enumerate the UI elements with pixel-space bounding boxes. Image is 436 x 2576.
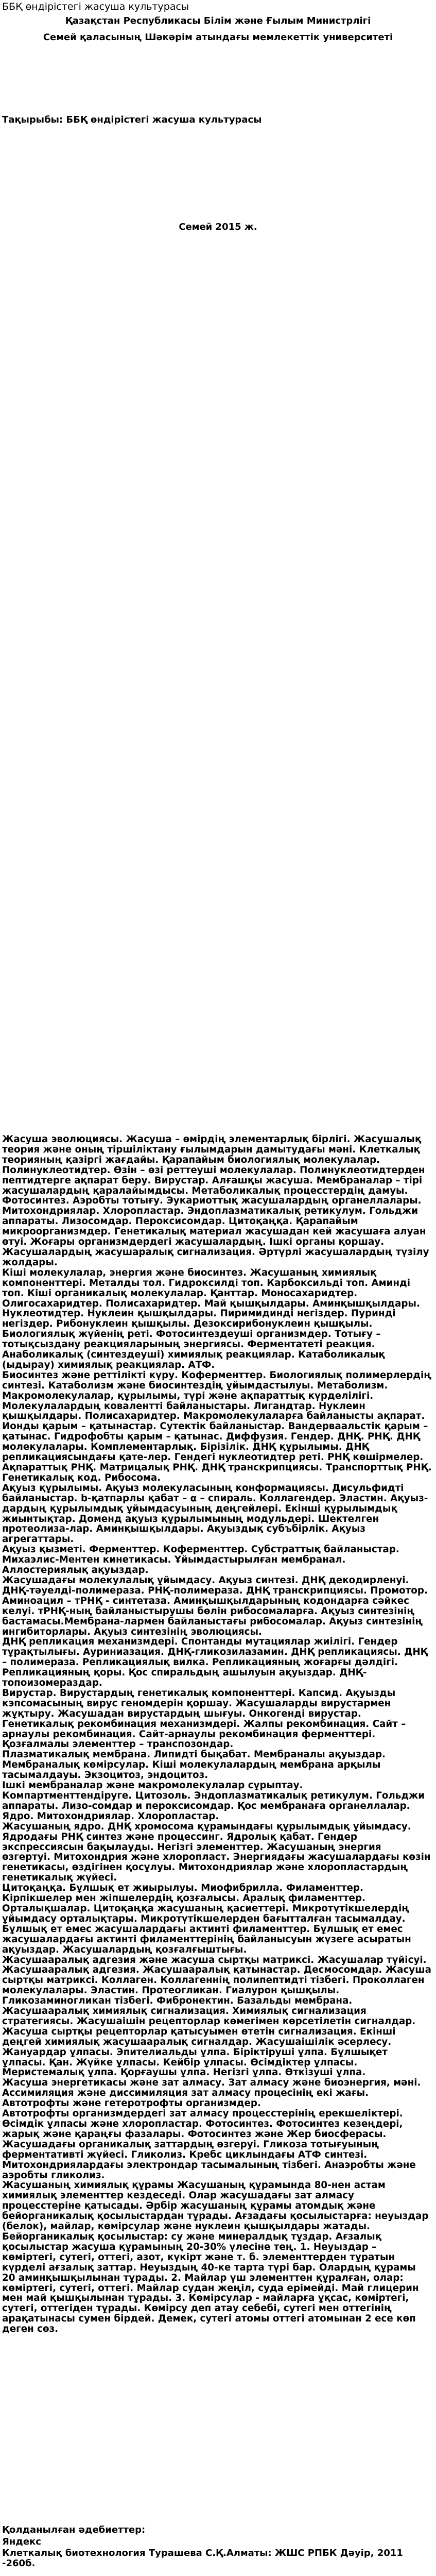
paragraph: Жануардар ұлпасы. Эпителиальды ұлпа. Біріктіруші ұлпа. Бұлшықет ұлпасы. Қан. Жүйке ұлпасы. Кейбір ұлпасы. Өсімдіктер ұлпасы. Меристемалық ұлпа. Қорғаушы ұлпа. Негізгі ұлпа. Өткізуші ұлпа. <box>2 2046 388 2078</box>
reference-item: Клеткалық биотехнология Турашева С.Қ.Алматы: ЖШС РПБК Дәуір, 2011 -260б. <box>2 2548 403 2569</box>
paragraph: Ішкі мембраналар және макромолекулалар сұрыптау. Компартменттендіруге. Цитозоль. Эндоплазматикалық ретикулум. Гольджи аппараты. Лизо-сомдар и пероксисомдар. Қос мембранаға органеллалар. Ядро. Митохондриялар. Хлоропластар. <box>2 1780 425 1822</box>
university-heading: Семей қаласының Шәкәрім атындағы мемлекеттік университеті <box>43 32 393 43</box>
paragraph: Ақуыз құрылымы. Ақуыз молекуласының конформациясы. Дисульфидті байланыстар. b-қатпарлы қабат – α – спираль. Коллагендер. Эластин. Ақуыз-дардың құрылымдық ұйымдасуының деңгейлері. Екіншi құрылымдық жиынтықтар. Доменд ақуыз құрылымының модульдері. Шектелген протеолиза-лар. Аминқышқылдары. Ақуыздық субъбірлік. Ақуыз агрегаттары. <box>2 1482 428 1545</box>
paragraph: Жасуша энергетикасы және зат алмасу. Зат алмасу және биоэнергия, мәні. Ассимиляция және диссимиляция зат алмасу процесінің екі жағы. Автотрофты және гетеротрофты организмдер. <box>2 2077 421 2109</box>
paragraph: Кіші молекулалар, энергия және биосинтез. Жасушаның химиялық компоненттері. Металды тол. Гидрокcилді топ. Карбоксильді топ. Аминді топ. Кіші органикалық молекулалар. Қанттар. Моносахаридтер. Олигосахаридтер. Полисахаридтер. Май қышқылдары. Аминқышқылдары. Нуклеотидтер. Нуклеин қышқылдары. Пиримидинді негіздер. Пуринді негіздер. Рибонуклеин қышқылы. Дезоксирибонуклеин қышқылы. Биологиялық жүйенің реті. Фотосинтездеуші организмдер. Тотығу – тотықсыздану реакцияларының энергиясы. Ферментатеті реакция. Анаболикалық (синтездеуші) химиялық реакциялар. Катаболикалық (ыдырау) химиялық реакциялар. АТФ. <box>2 1267 420 1370</box>
paragraph: Жасушаның ядро. ДНҚ хромосома құрамындағы құрылымдық ұйымдасу. Ядродағы РНҚ синтез және процессинг. Ядролық қабат. Гендер экспрессиясын бақылауды. Негізгі элементтер. Жасушаның энергия өзгертуі. Митохондрия және хлоропласт. Энергиядағы жасушалардағы көзін генетикасы, өздігінен қосұлуы. Митохондриялар және хлоропластардың генетикалық жүйесі. <box>2 1821 431 1884</box>
paragraph: Жасушааралық адгезия және жасуша сыртқы матриксі. Жасушалар түйісуі. Жасушааралық адгезия. Жасушааралық қатынастар. Десмосомдар. Жасуша сыртқы матриксі. Коллаген. Коллагеннің полипептидті тізбегі. Проколлаген молекулалары. Эластин. Протеогликан. Гиалурон қышқылы. Гликозаминогликан тізбегі. Фибронектин. Базальды мембрана. <box>2 1954 431 2007</box>
document-title: ББҚ өндірістегі жасуша культурасы <box>2 1 189 12</box>
paragraph: Автотрофты организмдердегі зат алмасу процесстерінің ерекшеліктері. Өсімдік ұлпасы және хлоропластар. Фотосинтез. Фотосинтез кезеңдері, жарық және қараңғы фазалары. Фотосинтез және Жер биосферасы. <box>2 2108 403 2140</box>
ministry-heading: Қазақстан Республикасы Білім және Ғылым Министрлігі <box>65 15 371 26</box>
topic-line: Тақырыбы: ББҚ өндірістегі жасуша культурасы <box>2 114 262 125</box>
paragraph: Макромолекулалар, құрылымы, түрі және ақпараттық күрделілігі. Молекулалардың ковалентті байланыстары. Лигандтар. Нуклеин қышқылдары. Полисахаридтер. Макромолекулаларға байланысты ақпарат. Ионды қарым – қатынастар. Сутектік байланыстар. Вандерваальстік қарым – қатынас. Гидрофобты қарым – қатынас. Диффузия. Гендер. ДНҚ. РНҚ. ДНҚ молекулалары. Комплементарлық. Бірізілік. ДНҚ құрылымы. ДНҚ репликацияcындағы қате-лер. Гендегі нуклеотидтер реті. РНҚ көшірмелер. Ақпараттық РНҚ. Матрицалық РНҚ. ДНҚ транскрипциясы. Транспорттық РНҚ. Генетикалық код. Рибосома. <box>2 1390 432 1483</box>
paragraph: Ақуыз қызметі. Ферменттер. Коферменттер. Субстраттық байланыстар. Михаэлис-Ментен кинетикасы. Ұйымдастырылған мембранал. Аллостериялық ақуыздар. <box>2 1544 399 1576</box>
paragraph: Генетикалық рекомбинация механизмдері. Жалпы рекомбинация. Сайт – арнаулы рекомбинация. Сайт-арнаулы рекомбинация ферменттері. Қозғалмалы элементтер – транспозондар. <box>2 1718 406 1750</box>
paragraph: Жасушадағы органикалық заттардың өзгеруі. Гликоза тотығуының ферментативті жүйесі. Гликолиз. Кребс циклындағы АТФ синтезі. Митохондриялардағы электрондар тасымалының тізбегі. Анаэробты және аэробты гликолиз. <box>2 2139 416 2181</box>
paragraph: ДНҚ репликация механизмдері. Спонтанды мутациялар жиілігі. Гендер тұрақтылығы. Ауриниазация. ДНҚ-гликозилазамин. ДНҚ репликациясы. ДНҚ – полимераза. Репликациялық вилка. Репликацияның жоғарғы дәлдігі. Репликацияның қоры. Қос спиральдың ашылуын ақуыздар. ДНҚ-топоизомераздар. <box>2 1636 428 1689</box>
references-title: Қолданылған әдебиеттер: <box>2 2524 146 2535</box>
paragraph: Плазматикалық мембрана. Липидті бықабат. Мембраналы ақуыздар. Мембраналық көмірсулар. Кіші молекулалардың мембрана арқылы тасымалдауы. Экзоцитоз, эндоцитоз. <box>2 1749 386 1781</box>
paragraph: Жасуша эволюциясы. Жасуша – өмірдің элементарлық бірлігі. Жасушалық теория және оның тіршіліктану ғылымдарын дамытудағы мәні. Клеткалық теорияның қазіргі жағдайы. Қарапайым биологиялық молекулалар. Полинуклеотидтер. Өзін – өзі реттеуші молекулалар. Полинуклеотидтерден пептидтерге ақпарат беру. Вирустар. Алғашқы жасуша. Мембраналар – тірі жасушалардың қаралайымдысы. Метаболикалық процесстердің дамуы. Фотосинтез. Аэробты тотығу. Эукариоттық жасушалардың органеллалары. Митохондриялар. Хлоропластар. Эндоплазматикалық ретикулум. Гольджи аппараты. Лизосомдар. Пероксисомдар. Цитоқаңқа. Қарапайым микроорганизмдер. Генетикалық материал жасушадан кей жасушаға алуан өтуі. Жоғары организмдердегі жасушалардың. Ішкі органы қоршау. Жасушалардың жасушаралық сигнализация. Әртүрлі жасушалардың түзілу жолдары. <box>2 1134 429 1268</box>
paragraph: Биосинтез және реттілікті күру. Коферменттер. Биологиялық полимерлердің синтезі. Катаболизм және биосинтездің ұйымдастылуы. Метаболизм. <box>2 1369 432 1391</box>
paragraph: Жасушадағы молекулалық ұйымдасу. Ақуыз синтезі. ДНҚ декодирленуі. ДНҚ-тәуелді-полимераза. РНҚ-полимераза. ДНҚ транскрипциясы. Промотор. Аминоацил – тРНҚ - синтетаза. Аминқышқылдарының кодондарға сәйкес келуі. тРНҚ-ның байланыстырушы бөлін рибосомаларға. Ақуыз синтезінің бастамасы.Мембрана-лармен байланыстағы рибосомалар. Ақуыз синтезінің ингибиторлары. Ақуыз синтезінің эволюциясы. <box>2 1574 428 1637</box>
paragraph: Цитоқаңқа. Бұлшық ет жиырылуы. Миофибрилла. Филаменттер. Кірпікшелер мен жіпшелердің қозғалысы. Аралық филаменттер. Орталықшалар. Цитоқаңқа жасушаның қасиеттері. Микротүтікшелердің ұйымдасу орталықтары. Микротүтікшелерден бағытталған тасымалдау. Бұлшық ет емес жасушалардағы актинті филаменттер. Бұлшық ет емес жасушалардағы актинті филаменттерінің байланысуын жүзеге асыратын ақуыздар. Жасушалардың қозғалғыштығы. <box>2 1883 411 1955</box>
paragraph: Вирустар. Вирустардың генетикалық компоненттері. Капсид. Ақуызды кэпсомасының вирус геномдерін қоршау. Жасушаларды вирустармен жұқтыру. Жасушадан вирустардың шығуы. Онкогенді вирустар. <box>2 1687 396 1719</box>
city-year: Семей 2015 ж. <box>179 222 257 232</box>
paragraph: Жасушаның химиялық құрамы Жасушаның құрамында 80-нен астам химиялық элементтер кездеседі. Олар жасушадағы зат алмасу процесстеріне қатысады. Әрбір жасушаның құрамы атомдық және бейорганикалық қосылыстардан тұрады. Ағзадағы қосылыстарға: неуыздар (белок), майлар, көмірсулар және нуклеин қышқылдары жатады. Бейорганикалық қосылыстар: су және минералдық тұздар. Ағзалық қосылыстар жасуша құрамының 20-30% үлесіне тең. 1. Неуыздар – көміртегі, сутегі, оттегі, азот, күкірт және т. б. элементтерден тұратын күрделі ағзалық заттар. Неуыздың 40-ке тарта түрі бар. Олардың құрамы 20 аминқышқылынан тұрады. 2. Майлар үш элементтен құралған, олар: көміртегі, сутегі, оттегі. Майлар судан жеңіл, суда ерімейді. Май глицерин мен май қышқылынан тұрады. 3. Көмірсулар - майларға ұқсас, көміртегі, сутегі, оттегіден тұрады. Көмірсу деп атау себебі, сутегі мен оттегінің арақатынасы сумен бірдей. Демек, сутегі атомы оттегі атомынан 2 есе көп деген сөз. <box>2 2180 429 2335</box>
references-subtitle: Яндекс <box>2 2536 41 2547</box>
main-content <box>2 1134 432 2334</box>
paragraph: Жасушааралық химиялық сигнализация. Химиялық сигнализация стратегиясы. Жасушаішін рецепторлар көмегімен көрсетілетін сигналдар. Жасуша сыртқы рецепторлар қатысуымен өтетін сигнализация. Екінші деңгей химиялық жасушааралық сигналдар. Жасушаішілік әсерлесу. <box>2 2006 416 2047</box>
